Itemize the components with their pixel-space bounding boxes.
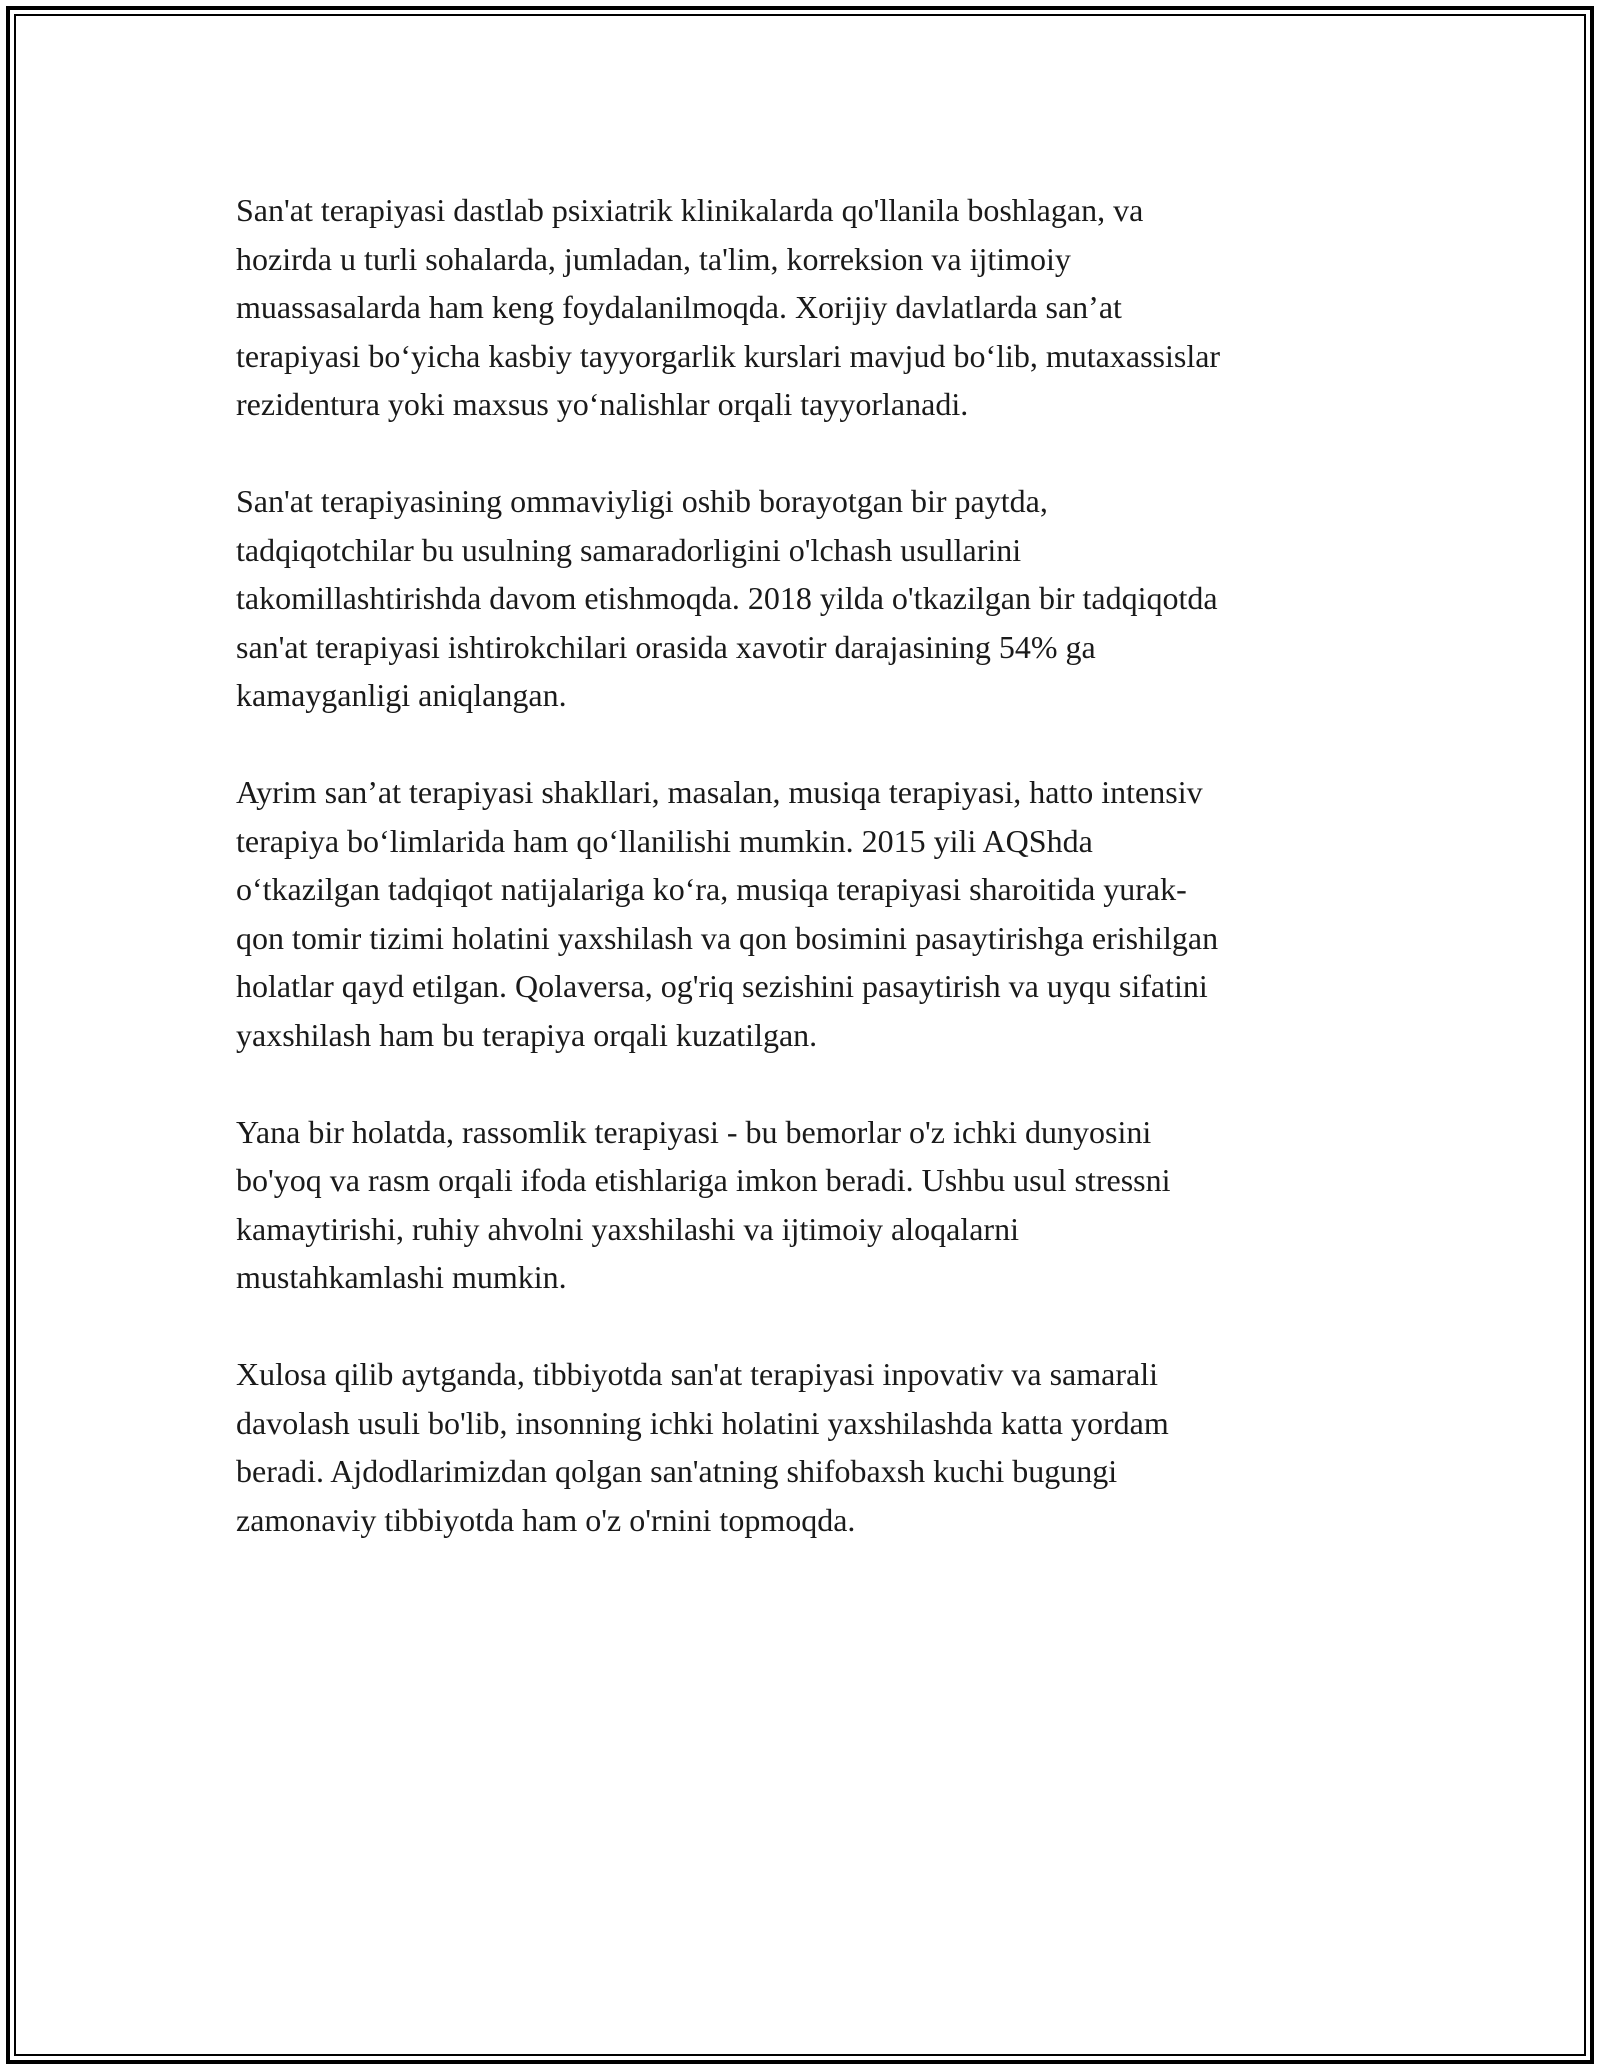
- paragraph-conclusion: [236, 1350, 1376, 1544]
- text-line: o‘tkazilgan tadqiqot natijalariga ko‘ra, musiqa terapiyasi sharoitida yurak-: [236, 871, 1187, 907]
- text-line: Yana bir holatda, rassomlik terapiyasi - bu bemorlar o'z ichki dunyosini: [236, 1113, 1152, 1150]
- text-line: zamonaviy tibbiyotda ham o'z o'rnini topmoqda.: [236, 1501, 856, 1538]
- text-line: terapiya bo‘limlarida ham qo‘llanilishi mumkin. 2015 yili AQShda: [236, 822, 1093, 859]
- text-line: holatlar qayd etilgan. Qolaversa, og'riq sezishini pasaytirish va uyqu sifatini: [236, 968, 1208, 1004]
- text-line: Xulosa qilib aytganda, tibbiyotda san'at terapiyasi inpovativ va samarali: [236, 1356, 1158, 1392]
- text-line: hozirda u turli sohalarda, jumladan, ta'lim, korreksion va ijtimoiy: [236, 240, 1071, 277]
- text-line: kamayganligi aniqlangan.: [236, 677, 567, 713]
- text-line: San'at terapiyasining ommaviyligi oshib borayotgan bir paytda,: [236, 483, 1048, 519]
- text-line: bo'yoq va rasm orqali ifoda etishlariga imkon beradi. Ushbu usul stressni: [236, 1162, 1171, 1198]
- paragraph-origins: [236, 186, 1376, 429]
- document-body: [236, 186, 1376, 1593]
- text-line: mustahkamlashi mumkin.: [236, 1259, 567, 1295]
- text-line: San'at terapiyasi dastlab psixiatrik klinikalarda qo'llanila boshlagan, va: [236, 192, 1144, 228]
- text-line: kamaytirishi, ruhiy ahvolni yaxshilashi va ijtimoiy aloqalarni: [236, 1210, 1019, 1247]
- text-line: Ayrim san’at terapiyasi shakllari, masalan, musiqa terapiyasi, hatto intensiv: [236, 774, 1203, 810]
- paragraph-music-therapy: [236, 768, 1376, 1059]
- text-line: beradi. Ajdodlarimizdan qolgan san'atning shifobaxsh kuchi bugungi: [236, 1453, 1118, 1489]
- text-line: muassasalarda ham keng foydalanilmoqda. Xorijiy davlatlarda san’at: [236, 289, 1122, 325]
- text-line: terapiyasi bo‘yicha kasbiy tayyorgarlik kurslari mavjud bo‘lib, mutaxassislar: [236, 337, 1221, 374]
- text-line: rezidentura yoki maxsus yo‘nalishlar orqali tayyorlanadi.: [236, 386, 969, 422]
- text-line: davolash usuli bo'lib, insonning ichki holatini yaxshilashda katta yordam: [236, 1404, 1169, 1441]
- text-line: yaxshilash ham bu terapiya orqali kuzatilgan.: [236, 1016, 818, 1053]
- text-line: takomillashtirishda davom etishmoqda. 2018 yilda o'tkazilgan bir tadqiqotda: [236, 580, 1218, 616]
- paragraph-research: [236, 477, 1376, 720]
- text-line: qon tomir tizimi holatini yaxshilash va qon bosimini pasaytirishga erishilgan: [236, 919, 1219, 956]
- paragraph-painting-therapy: [236, 1108, 1376, 1302]
- text-line: san'at terapiyasi ishtirokchilari orasida xavotir darajasining 54% ga: [236, 628, 1096, 665]
- text-line: tadqiqotchilar bu usulning samaradorligini o'lchash usullarini: [236, 531, 1022, 568]
